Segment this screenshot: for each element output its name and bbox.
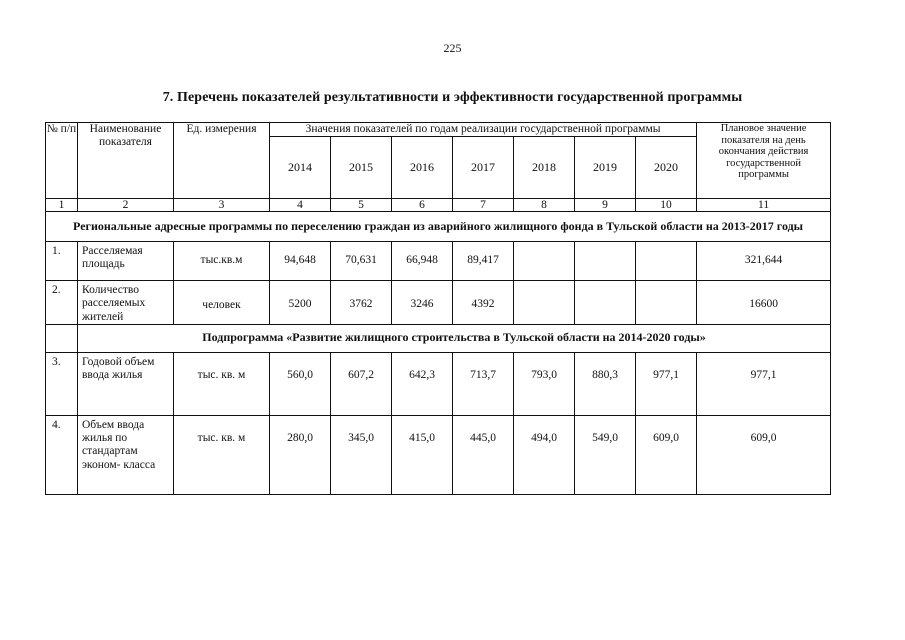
indicator-name: Количество расселяемых жителей	[78, 281, 174, 325]
table-row	[46, 415, 831, 494]
header-planned: Плановое значение показателя на день окончания действия государственной программы	[697, 123, 831, 199]
unit-cell: тыс.кв.м	[174, 242, 270, 281]
column-number: 9	[575, 199, 636, 212]
table-row	[46, 281, 831, 325]
value-cell	[575, 242, 636, 281]
value-cell: 549,0	[575, 415, 636, 494]
column-number: 5	[331, 199, 392, 212]
header-year: 2017	[453, 137, 514, 199]
header-year: 2014	[270, 137, 331, 199]
header-year: 2020	[636, 137, 697, 199]
value-cell: 5200	[270, 281, 331, 325]
value-cell: 642,3	[392, 352, 453, 415]
value-cell	[636, 242, 697, 281]
indicator-name: Расселяемая площадь	[78, 242, 174, 281]
column-number: 7	[453, 199, 514, 212]
section-heading: Региональные адресные программы по переселению граждан из аварийного жилищного фонда в Тульской области на 2013-2017 годы	[46, 212, 831, 242]
section-heading: Подпрограмма «Развитие жилищного строительства в Тульской области на 2014-2020 годы»	[78, 324, 831, 352]
value-cell: 94,648	[270, 242, 331, 281]
value-cell: 494,0	[514, 415, 575, 494]
column-number: 1	[46, 199, 78, 212]
value-cell	[636, 281, 697, 325]
planned-value: 16600	[697, 281, 831, 325]
header-num: № п/п	[46, 123, 78, 199]
empty-cell	[46, 324, 78, 352]
row-number: 4.	[46, 415, 78, 494]
unit-cell: человек	[174, 281, 270, 325]
page-title: 7. Перечень показателей результативности и эффективности государственной программы	[162, 90, 743, 105]
value-cell: 560,0	[270, 352, 331, 415]
row-number: 2.	[46, 281, 78, 325]
header-values-group: Значения показателей по годам реализации государственной программы	[270, 123, 697, 137]
planned-value: 977,1	[697, 352, 831, 415]
value-cell: 880,3	[575, 352, 636, 415]
column-number: 3	[174, 199, 270, 212]
table-row	[46, 242, 831, 281]
value-cell: 713,7	[453, 352, 514, 415]
unit-cell: тыс. кв. м	[174, 352, 270, 415]
unit-cell: тыс. кв. м	[174, 415, 270, 494]
column-number: 8	[514, 199, 575, 212]
value-cell	[514, 242, 575, 281]
column-number: 4	[270, 199, 331, 212]
value-cell: 609,0	[636, 415, 697, 494]
value-cell: 977,1	[636, 352, 697, 415]
column-number-row	[46, 199, 831, 212]
header-year: 2015	[331, 137, 392, 199]
value-cell: 345,0	[331, 415, 392, 494]
indicator-name: Объем ввода жилья по стандартам эконом- класса	[78, 415, 174, 494]
row-number: 1.	[46, 242, 78, 281]
column-number: 11	[697, 199, 831, 212]
value-cell: 89,417	[453, 242, 514, 281]
indicator-name: Годовой объем ввода жилья	[78, 352, 174, 415]
value-cell: 3762	[331, 281, 392, 325]
planned-value: 609,0	[697, 415, 831, 494]
column-number: 2	[78, 199, 174, 212]
header-unit: Ед. измерения	[174, 123, 270, 199]
value-cell: 415,0	[392, 415, 453, 494]
value-cell	[514, 281, 575, 325]
value-cell: 3246	[392, 281, 453, 325]
page-number: 225	[443, 41, 462, 55]
value-cell: 70,631	[331, 242, 392, 281]
header-name: Наименование показателя	[78, 123, 174, 199]
table-row	[46, 352, 831, 415]
header-year: 2018	[514, 137, 575, 199]
header-year: 2019	[575, 137, 636, 199]
header-year: 2016	[392, 137, 453, 199]
value-cell: 280,0	[270, 415, 331, 494]
value-cell: 607,2	[331, 352, 392, 415]
value-cell	[575, 281, 636, 325]
column-number: 6	[392, 199, 453, 212]
planned-value: 321,644	[697, 242, 831, 281]
column-number: 10	[636, 199, 697, 212]
indicators-table	[45, 122, 831, 495]
value-cell: 66,948	[392, 242, 453, 281]
value-cell: 445,0	[453, 415, 514, 494]
row-number: 3.	[46, 352, 78, 415]
value-cell: 4392	[453, 281, 514, 325]
value-cell: 793,0	[514, 352, 575, 415]
